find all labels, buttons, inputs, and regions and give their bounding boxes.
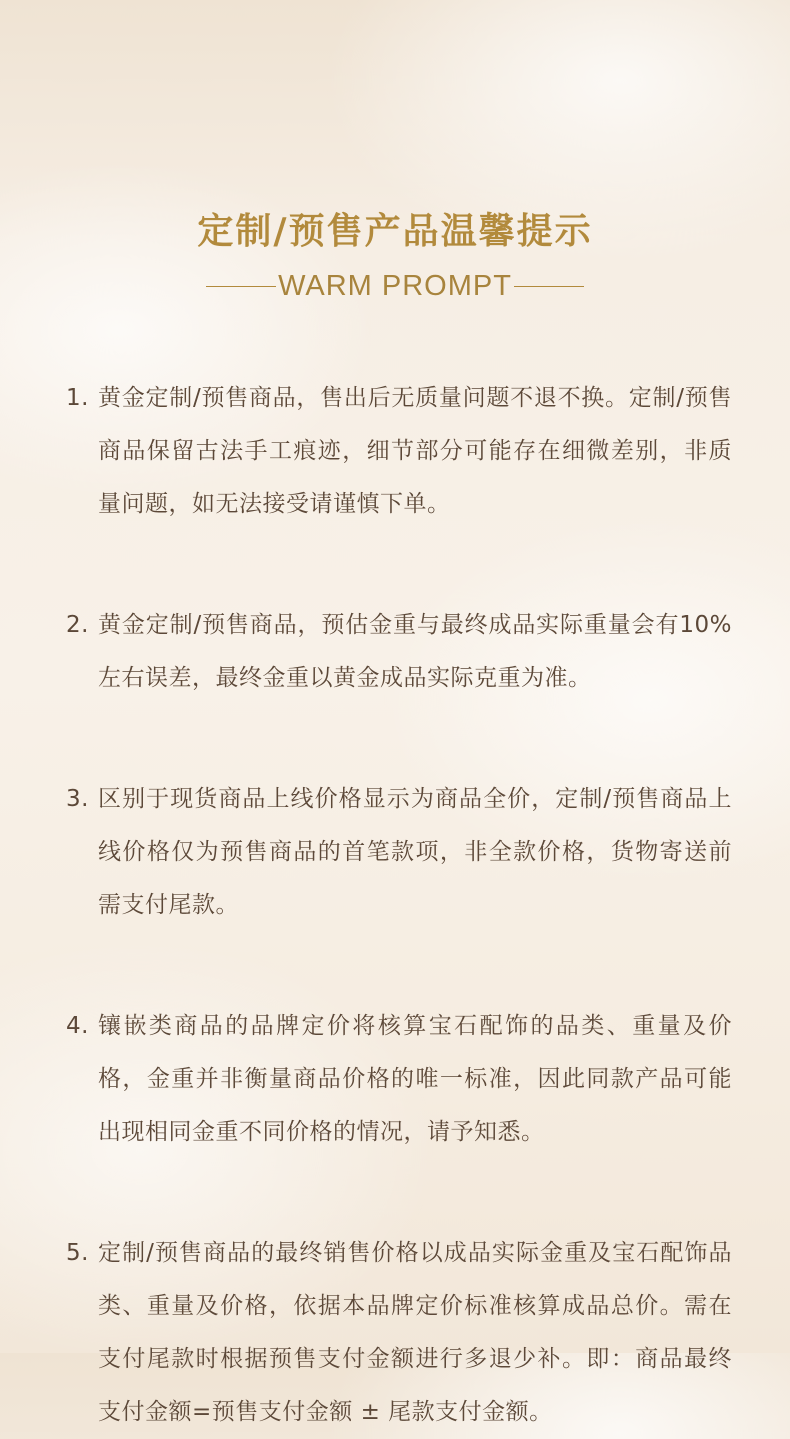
header [0, 205, 790, 303]
notice-text: 区别于现货商品上线价格显示为商品全价，定制/预售商品上线价格仅为预售商品的首笔款项，非全款价格，货物寄送前需支付尾款。 [98, 786, 732, 918]
notice-number: 3. [66, 786, 89, 812]
notice-item-1 [66, 372, 732, 531]
notice-number: 5. [66, 1240, 89, 1266]
notice-item-2 [66, 599, 732, 705]
notice-number: 2. [66, 612, 89, 638]
notice-item-3 [66, 773, 732, 932]
notice-text: 黄金定制/预售商品，售出后无质量问题不退不换。定制/预售商品保留古法手工痕迹，细节部分可能存在细微差别，非质量问题，如无法接受请谨慎下单。 [98, 385, 732, 517]
page-subtitle: WARM PROMPT [278, 270, 512, 302]
subtitle-row [0, 269, 790, 303]
notice-text: 镶嵌类商品的品牌定价将核算宝石配饰的品类、重量及价格，金重并非衡量商品价格的唯一标准，因此同款产品可能出现相同金重不同价格的情况，请予知悉。 [98, 1013, 732, 1145]
notice-list [66, 372, 732, 1439]
notice-item-5 [66, 1227, 732, 1439]
notice-item-4 [66, 1000, 732, 1159]
page-title: 定制/预售产品温馨提示 [197, 211, 593, 252]
right-rule [514, 286, 584, 287]
notice-text: 黄金定制/预售商品，预估金重与最终成品实际重量会有10%左右误差，最终金重以黄金成品实际克重为准。 [98, 612, 732, 691]
left-rule [206, 286, 276, 287]
notice-number: 4. [66, 1013, 89, 1039]
notice-text: 定制/预售商品的最终销售价格以成品实际金重及宝石配饰品类、重量及价格，依据本品牌定价标准核算成品总价。需在支付尾款时根据预售支付金额进行多退少补。即：商品最终支付金额=预售支付金额 ± 尾款支付金额。 [98, 1240, 732, 1425]
notice-number: 1. [66, 385, 89, 411]
